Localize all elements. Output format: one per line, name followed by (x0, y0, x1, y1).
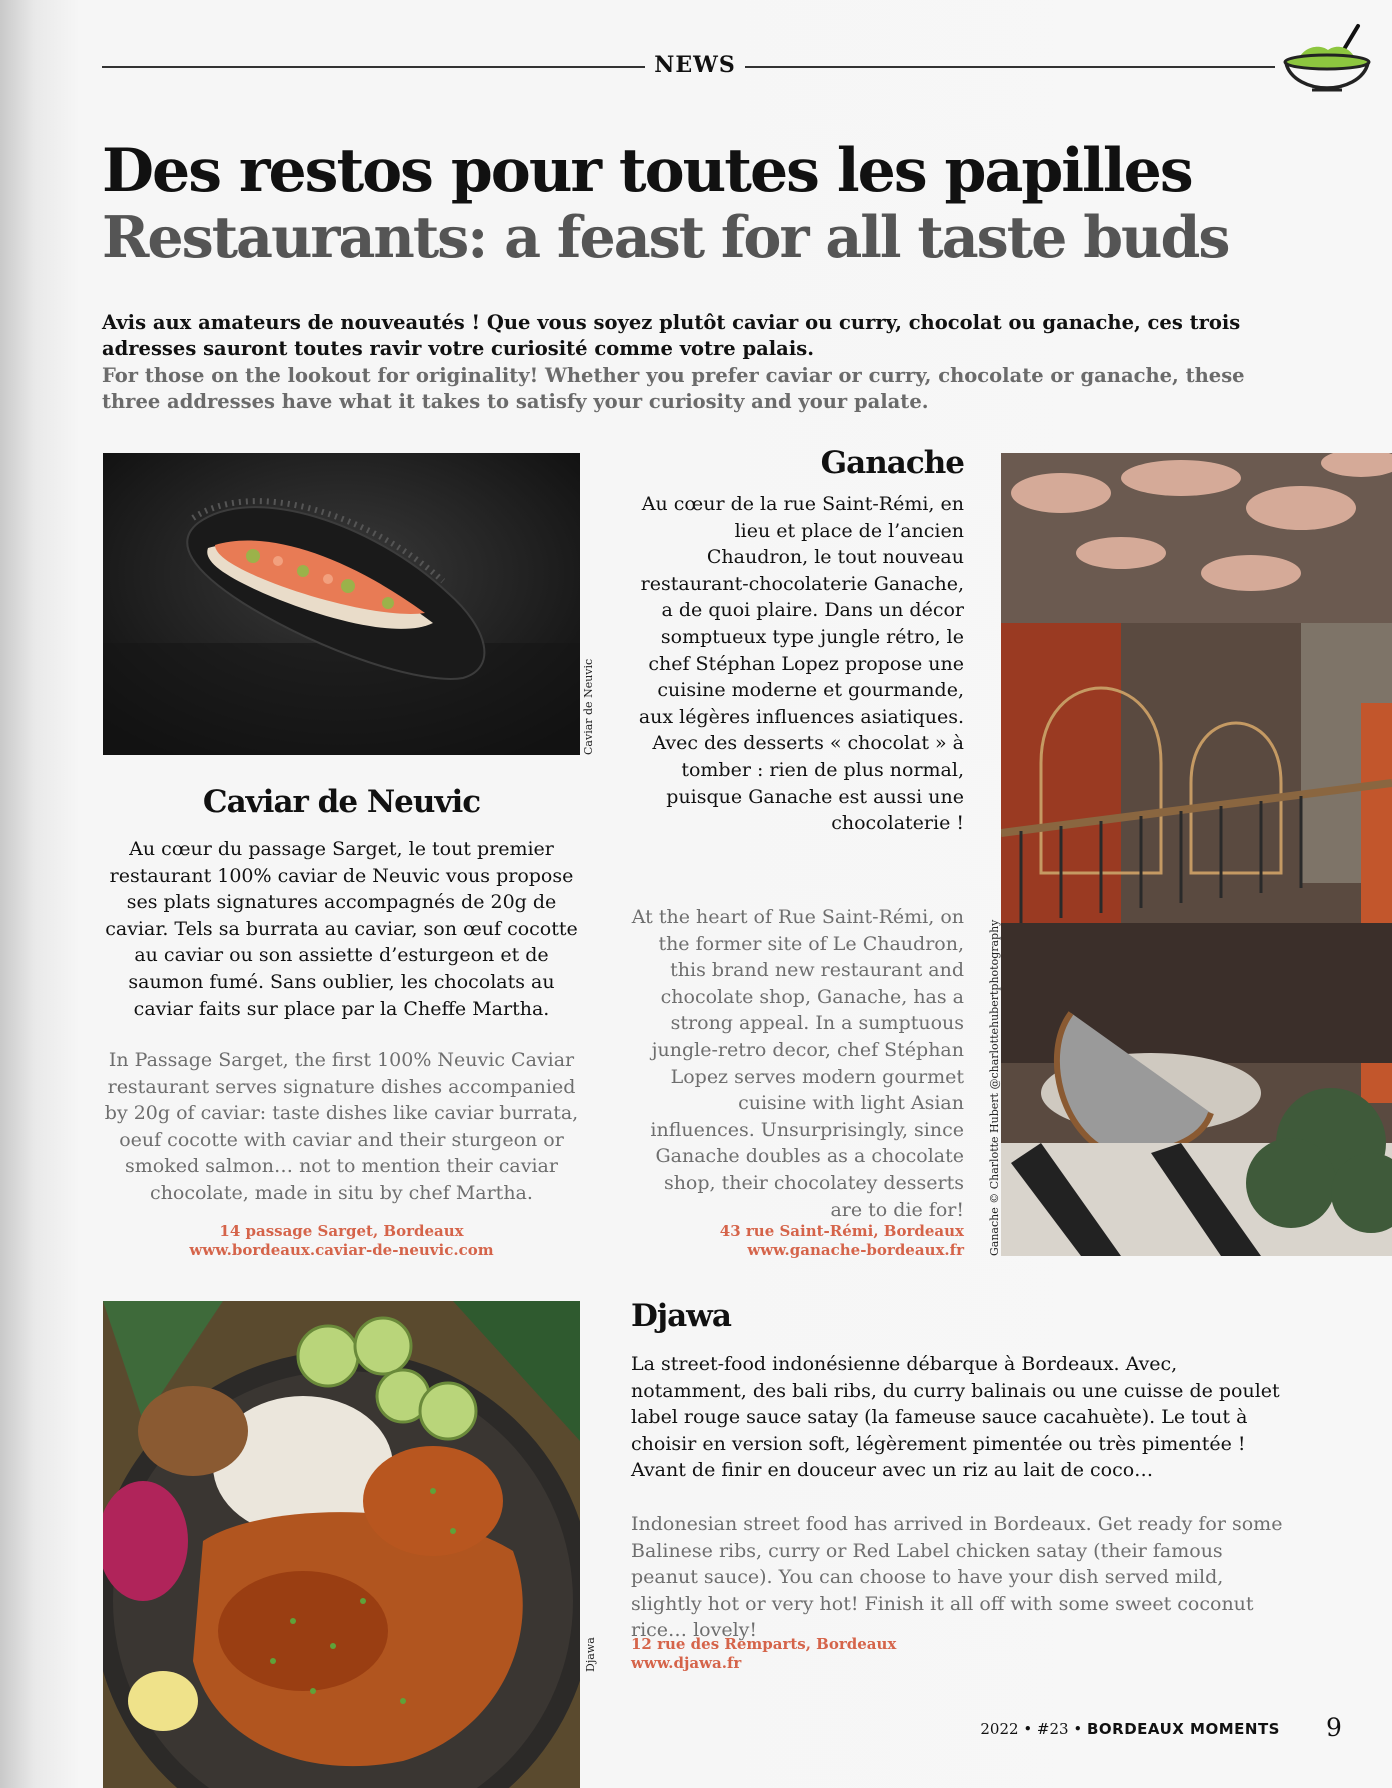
ganache-text-english: At the heart of Rue Saint-Rémi, on the former site of Le Chaudron, this brand new restaurant and chocolate shop, Ganache, has a strong appeal. In a sumptuous jungle-retro decor, chef Stéphan Lopez serves modern gourmet cuisine with light Asian influences. Unsurprisingly, since Ganache doubles as a chocolate shop, their chocolatey desserts are to die for! (631, 906, 964, 1221)
page-subtitle: Restaurants: a feast for all taste buds (102, 204, 1229, 271)
header-rule-right (745, 66, 1275, 68)
page-title: Des restos pour toutes les papilles (102, 136, 1192, 206)
djawa-photo (103, 1301, 580, 1788)
djawa-address: 12 rue des Remparts, Bordeaux (631, 1635, 897, 1653)
caviar-text-french: Au cœur du passage Sarget, le tout premier restaurant 100% caviar de Neuvic vous propose ses plats signatures accompagnés de 20g de caviar. Tels sa burrata au caviar, son œuf cocotte au caviar ou son assiette d’esturgeon et de saumon fumé. Sans oublier, les chocolats au caviar faits sur place par la Cheffe Martha. (105, 838, 578, 1020)
footer-credit (940, 1720, 1280, 1738)
caviar-address: 14 passage Sarget, Bordeaux (219, 1222, 464, 1240)
djawa-text-french: La street-food indonésienne débarque à Bordeaux. Avec, notamment, des bali ribs, du curry balinais ou une cuisse de poulet label rouge sauce satay (la fameuse sauce cacahuète). Le tout à choisir en version soft, légèrement pimentée ou très pimentée ! Avant de finir en douceur avec un riz au lait de coco… (631, 1353, 1280, 1482)
section-label: NEWS (654, 52, 736, 78)
djawa-photo-credit: Djawa (584, 1637, 597, 1672)
djawa-title: Djawa (631, 1298, 731, 1334)
intro-english: For those on the lookout for originality! Whether you prefer caviar or curry, chocolate or ganache, these three addresses have what it takes to satisfy your curiosity and your palate. (102, 364, 1245, 413)
caviar-photo (103, 453, 580, 755)
ganache-website-link[interactable]: www.ganache-bordeaux.fr (747, 1241, 964, 1259)
caviar-photo-credit: Caviar de Neuvic (582, 658, 595, 755)
page-number: 9 (1326, 1713, 1342, 1742)
intro-french: Avis aux amateurs de nouveautés ! Que vous soyez plutôt caviar ou curry, chocolat ou ganache, ces trois adresses sauront toutes ravir votre curiosité comme votre palais. (102, 311, 1241, 360)
footer-issue: 2022 • #23 • (980, 1720, 1083, 1738)
ganache-photo (1001, 453, 1392, 1256)
ganache-title: Ganache (820, 445, 964, 481)
caviar-title: Caviar de Neuvic (202, 784, 481, 820)
caviar-website-link[interactable]: www.bordeaux.caviar-de-neuvic.com (189, 1241, 494, 1259)
ganache-photo-credit: Ganache © Charlotte Hubert @charlottehubertphotography (988, 919, 1001, 1256)
header-rule-left (102, 66, 645, 68)
bowl-icon (1280, 22, 1374, 92)
footer-magazine: BORDEAUX MOMENTS (1087, 1720, 1280, 1738)
caviar-text-english: In Passage Sarget, the first 100% Neuvic Caviar restaurant serves signature dishes accompanied by 20g of caviar: taste dishes like caviar burrata, oeuf cocotte with caviar and their sturgeon or smoked salmon… not to mention their caviar chocolate, made in situ by chef Martha. (104, 1049, 579, 1204)
djawa-text-english: Indonesian street food has arrived in Bordeaux. Get ready for some Balinese ribs, curry or Red Label chicken satay (their famous peanut sauce). You can choose to have your dish served mild, slightly hot or very hot! Finish it all off with some sweet coconut rice… lovely! (631, 1513, 1283, 1642)
djawa-website-link[interactable]: www.djawa.fr (631, 1654, 742, 1672)
ganache-text-french: Au cœur de la rue Saint-Rémi, en lieu et place de l’ancien Chaudron, le tout nouveau restaurant-chocolaterie Ganache, a de quoi plaire. Dans un décor somptueux type jungle rétro, le chef Stéphan Lopez propose une cuisine moderne et gourmande, aux légères influences asiatiques. Avec des desserts « chocolat » à tomber : rien de plus normal, puisque Ganache est aussi une chocolaterie ! (638, 493, 964, 835)
ganache-address: 43 rue Saint-Rémi, Bordeaux (719, 1222, 964, 1240)
